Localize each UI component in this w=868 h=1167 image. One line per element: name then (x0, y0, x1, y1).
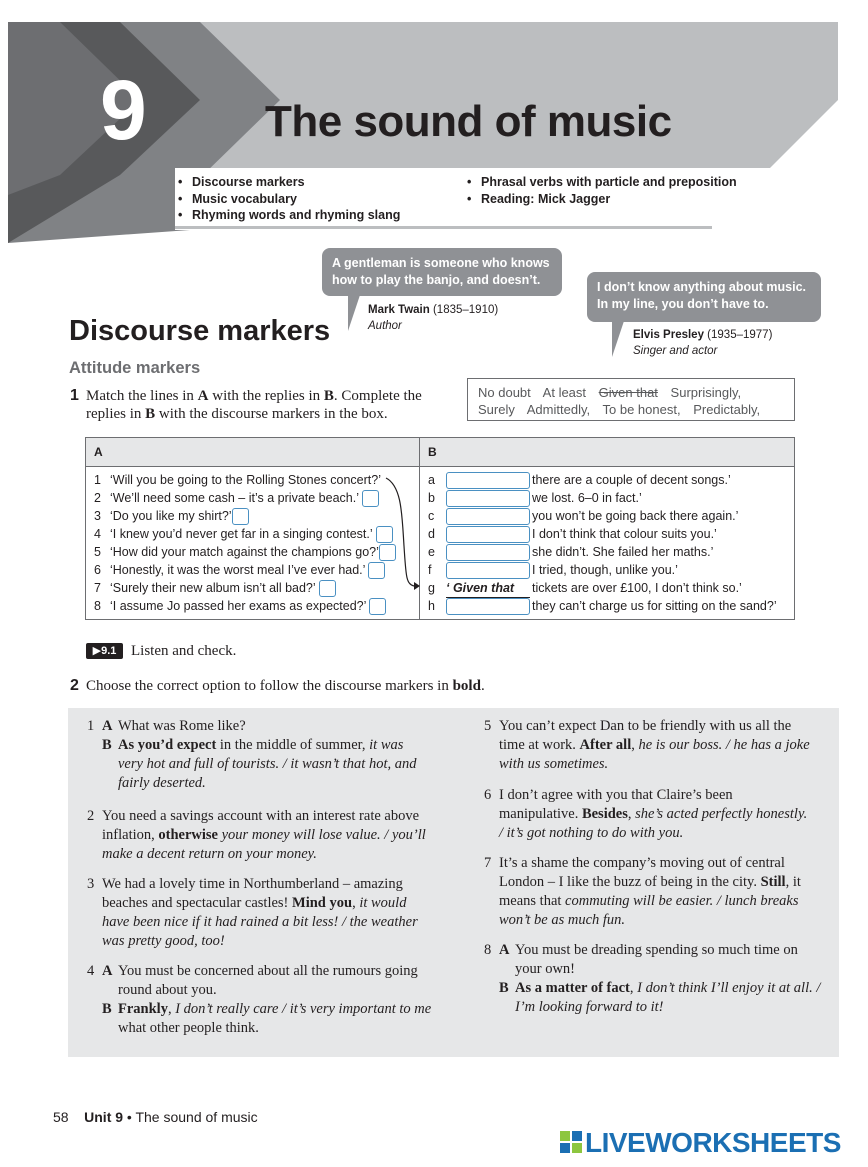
topic-item: • Rhyming words and rhyming slang (178, 207, 400, 224)
discourse-marker: As a matter of fact (515, 980, 630, 996)
line-a-row (94, 597, 386, 615)
question-number: 8 (484, 942, 492, 958)
reply-letter: b (428, 491, 435, 505)
question-number: 7 (484, 855, 492, 871)
match-answer-box[interactable] (369, 598, 386, 615)
instruction-bold: B (145, 406, 156, 422)
speaker-label: A (102, 963, 113, 979)
match-answer-box[interactable] (368, 562, 385, 579)
line-number: 1 (94, 473, 101, 487)
reply-b-row (428, 489, 642, 507)
reply-letter: h (428, 599, 435, 613)
topic-item: • Music vocabulary (178, 191, 400, 208)
question-text: inflation, (102, 827, 159, 843)
question-text: round about you. (118, 982, 217, 998)
reply-letter: c (428, 509, 435, 523)
word-option: Surprisingly, (670, 385, 742, 400)
option-text[interactable]: with us sometimes. (499, 756, 609, 772)
word-option-used: Given that (598, 385, 658, 400)
instruction-text: replies in (86, 406, 146, 422)
question-number: 5 (484, 718, 492, 734)
line-a-row (94, 561, 385, 579)
option-text[interactable]: she’s acted perfectly honestly. (635, 806, 808, 822)
reply-letter: d (428, 527, 435, 541)
reply-text: I tried, though, unlike you.’ (532, 563, 678, 577)
line-a-row (94, 489, 379, 507)
instruction-text: with the discourse markers in the box. (155, 406, 388, 422)
option-text[interactable]: won’t be as much fun. (499, 912, 626, 928)
instruction-bold: A (197, 388, 209, 404)
footer-bullet: • (126, 1109, 132, 1125)
speaker-label: B (102, 737, 112, 753)
question-number: 4 (87, 963, 95, 979)
audio-track-button[interactable] (86, 643, 123, 659)
section-subtitle: Attitude markers (69, 359, 201, 377)
question-6 (484, 786, 829, 843)
reply-text: she didn’t. She failed her maths.’ (532, 545, 714, 559)
quote-text: how to play the banjo, and doesn’t. (332, 273, 541, 287)
question-8 (484, 941, 829, 1017)
line-text: ‘I assume Jo passed her exams as expected?’ (110, 599, 366, 613)
speaker-label: A (499, 942, 510, 958)
quote-years: (1935–1977) (703, 329, 773, 341)
option-text[interactable]: he is our boss. / he has a joke (638, 737, 810, 753)
word-box (467, 378, 795, 421)
word-option: Admittedly, (526, 402, 591, 417)
reply-b-row (428, 597, 777, 615)
quote-text: In my line, you don’t have to. (597, 297, 769, 311)
exercise-number: 1 (70, 387, 79, 404)
reply-b-row (428, 561, 678, 579)
question-number: 1 (87, 718, 95, 734)
option-text[interactable]: I don’t really care / it’s very important to me (175, 1001, 432, 1017)
option-text[interactable]: / it’s got nothing to do with you. (499, 825, 684, 841)
line-number: 3 (94, 509, 101, 523)
question-text: in the middle of summer, (216, 737, 370, 753)
topics-list-left (178, 174, 400, 224)
discourse-marker: Still (760, 874, 786, 890)
instruction-text: Match the lines in (86, 388, 198, 404)
quote-role: Author (368, 320, 402, 332)
instruction-text: Choose the correct option to follow the discourse markers in (86, 678, 453, 694)
page-footer (53, 1109, 258, 1125)
question-5 (484, 717, 829, 774)
reply-letter: g (428, 581, 435, 595)
question-text: You must be dreading spending so much time on (515, 942, 798, 958)
question-4 (87, 962, 462, 1038)
discourse-marker: Besides (581, 806, 628, 822)
instruction-text: . (480, 678, 485, 694)
exercise-1-instruction (70, 387, 456, 423)
option-text[interactable]: it would (359, 895, 407, 911)
marker-gap-input[interactable] (446, 544, 530, 561)
line-number: 7 (94, 581, 101, 595)
question-text: what other people think. (118, 1020, 259, 1036)
quote-years: (1835–1910) (429, 304, 499, 316)
match-table (85, 437, 795, 620)
option-text[interactable]: very hot and full of tourists. / it wasn’t that hot, and (118, 756, 417, 772)
question-number: 3 (87, 876, 95, 892)
line-text: ‘Will you be going to the Rolling Stones concert?’ (110, 473, 381, 487)
speaker-label: A (102, 718, 113, 734)
option-text[interactable]: make a decent return on your money. (102, 846, 317, 862)
question-text: You need a savings account with an interest rate above (102, 808, 420, 824)
line-a-row (94, 525, 393, 543)
line-a-row (94, 579, 336, 597)
marker-gap-input[interactable] (446, 562, 530, 579)
question-3 (87, 875, 462, 951)
match-answer-box[interactable] (232, 508, 249, 525)
page-title: The sound of music (265, 97, 672, 146)
marker-gap-input[interactable] (446, 598, 530, 615)
marker-gap-input[interactable] (446, 472, 530, 489)
question-text: beaches and spectacular castles! (102, 895, 293, 911)
reply-text: you won’t be going back there again.’ (532, 509, 739, 523)
instruction-text: . Complete the (333, 388, 422, 404)
quote-attribution-presley (633, 327, 772, 359)
question-text: It’s a shame the company’s moving out of central (499, 855, 785, 871)
line-number: 4 (94, 527, 101, 541)
unit-number: 9 (100, 63, 147, 157)
question-text: time at work. (499, 737, 580, 753)
topic-item: • Discourse markers (178, 174, 400, 191)
question-2 (87, 807, 462, 864)
line-a-row (94, 507, 249, 525)
option-text[interactable]: it was (369, 737, 404, 753)
match-answer-box[interactable] (362, 490, 379, 507)
question-text: , (627, 806, 636, 822)
line-text: ‘I knew you’d never get far in a singing contest.’ (110, 527, 373, 541)
bubble-tail (348, 295, 360, 331)
topic-item: • Phrasal verbs with particle and preposition (467, 174, 737, 191)
option-text[interactable]: was pretty good, too! (102, 933, 225, 949)
exercise-2-instruction (70, 677, 485, 695)
marker-gap-input[interactable] (446, 526, 530, 543)
question-7 (484, 854, 829, 930)
reply-text: I don’t think that colour suits you.’ (532, 527, 717, 541)
listen-instruction: Listen and check. (131, 643, 237, 659)
column-b-header: B (420, 438, 794, 467)
discourse-marker: After all (579, 737, 632, 753)
discourse-marker[interactable]: As you’d expect (118, 737, 217, 753)
option-text[interactable]: your money will lose value. / you’ll (217, 827, 426, 843)
question-text: manipulative. (499, 806, 582, 822)
question-number: 6 (484, 787, 492, 803)
instruction-bold: B (323, 388, 334, 404)
question-text: , it (785, 874, 801, 890)
discourse-marker: Frankly (118, 1001, 168, 1017)
option-text[interactable]: fairly deserted. (118, 775, 206, 791)
reply-text: tickets are over £100, I don’t think so.’ (532, 581, 742, 595)
word-option: Surely (478, 402, 515, 417)
line-text: ‘Surely their new album isn’t all bad?’ (110, 581, 316, 595)
option-text[interactable]: have been nice if it had rained a bit less! / the weather (102, 914, 418, 930)
option-text[interactable]: I don’t think I’ll enjoy it at all. / (637, 980, 821, 996)
reply-letter: f (428, 563, 432, 577)
question-text: your own! (515, 961, 576, 977)
bubble-tail (612, 321, 624, 357)
speaker-icon: ▶ (92, 645, 102, 657)
section-title: Discourse markers (69, 315, 331, 347)
line-number: 8 (94, 599, 101, 613)
reply-text: there are a couple of decent songs.’ (532, 473, 731, 487)
reply-text: we lost. 6–0 in fact.’ (532, 491, 642, 505)
liveworksheets-logo[interactable]: LIVEWORKSHEETS (585, 1127, 841, 1158)
quote-role: Singer and actor (633, 345, 718, 357)
line-a-row (94, 471, 381, 489)
speaker-label: B (499, 980, 509, 996)
option-text[interactable]: commuting will be easier. / lunch breaks (565, 893, 799, 909)
line-number: 2 (94, 491, 101, 505)
quote-author: Elvis Presley (633, 329, 704, 341)
reply-letter: e (428, 545, 435, 559)
line-text: ‘Honestly, it was the worst meal I’ve ever had.’ (110, 563, 365, 577)
reply-b-row (428, 525, 717, 543)
instruction-bold: bold (452, 678, 481, 694)
marker-gap-input[interactable] (446, 490, 530, 507)
question-1 (87, 717, 462, 793)
word-option: Predictably, (693, 402, 761, 417)
question-text: , (352, 895, 360, 911)
instruction-text: with the replies in (208, 388, 324, 404)
line-number: 6 (94, 563, 101, 577)
quote-bubble-presley (587, 272, 821, 322)
question-text: London – I like the buzz of being in the city. (499, 874, 761, 890)
question-text: We had a lovely time in Northumberland – amazing (102, 876, 403, 892)
discourse-marker: otherwise (158, 827, 218, 843)
marker-gap-input[interactable] (446, 508, 530, 525)
line-text: ‘Do you like my shirt?’ (110, 509, 232, 523)
example-answer-text: Given that (452, 581, 515, 595)
word-option: At least (542, 385, 587, 400)
example-answer: ‘ Given that (446, 579, 530, 598)
footer-unit: Unit 9 (84, 1109, 124, 1125)
option-text[interactable]: I’m looking forward to it! (515, 999, 664, 1015)
reply-letter: a (428, 473, 435, 487)
quote-bubble-twain (322, 248, 562, 296)
question-text: You must be concerned about all the rumours going (118, 963, 418, 979)
reply-b-row (428, 507, 739, 525)
column-a-header: A (86, 438, 419, 467)
audio-track-number: 9.1 (101, 645, 117, 657)
liveworksheets-logo-icon (560, 1131, 582, 1153)
question-text: means that (499, 893, 566, 909)
page-number: 58 (53, 1109, 69, 1125)
topics-list-right (467, 174, 737, 207)
question-number: 2 (87, 808, 95, 824)
reply-b-row (428, 543, 714, 561)
line-a-row (94, 543, 396, 561)
reply-b-row (428, 471, 731, 489)
quote-text: I don’t know anything about music. (597, 280, 807, 294)
exercise-number: 2 (70, 677, 79, 694)
word-option: To be honest, (602, 402, 681, 417)
match-answer-box[interactable] (319, 580, 336, 597)
speaker-label: B (102, 1001, 112, 1017)
footer-title: The sound of music (135, 1109, 258, 1125)
question-text: You can’t expect Dan to be friendly with us all the (499, 718, 792, 734)
question-text: , (629, 980, 638, 996)
quote-author: Mark Twain (368, 304, 430, 316)
quote-text: A gentleman is someone who knows (332, 256, 550, 270)
question-text: , (631, 737, 639, 753)
topic-item: • Reading: Mick Jagger (467, 191, 737, 208)
line-number: 5 (94, 545, 101, 559)
example-arrow (384, 476, 420, 591)
question-text: What was Rome like? (118, 718, 246, 734)
quote-attribution-twain (368, 302, 498, 334)
line-text: ‘How did your match against the champions go?’ (110, 545, 379, 559)
question-text: I don’t agree with you that Claire’s been (499, 787, 733, 803)
word-option: No doubt (478, 385, 531, 400)
reply-text: they can’t charge us for sitting on the sand?’ (532, 599, 777, 613)
line-text: ‘We’ll need some cash – it’s a private beach.’ (110, 491, 359, 505)
discourse-marker: Mind you (292, 895, 353, 911)
question-text: , (167, 1001, 176, 1017)
